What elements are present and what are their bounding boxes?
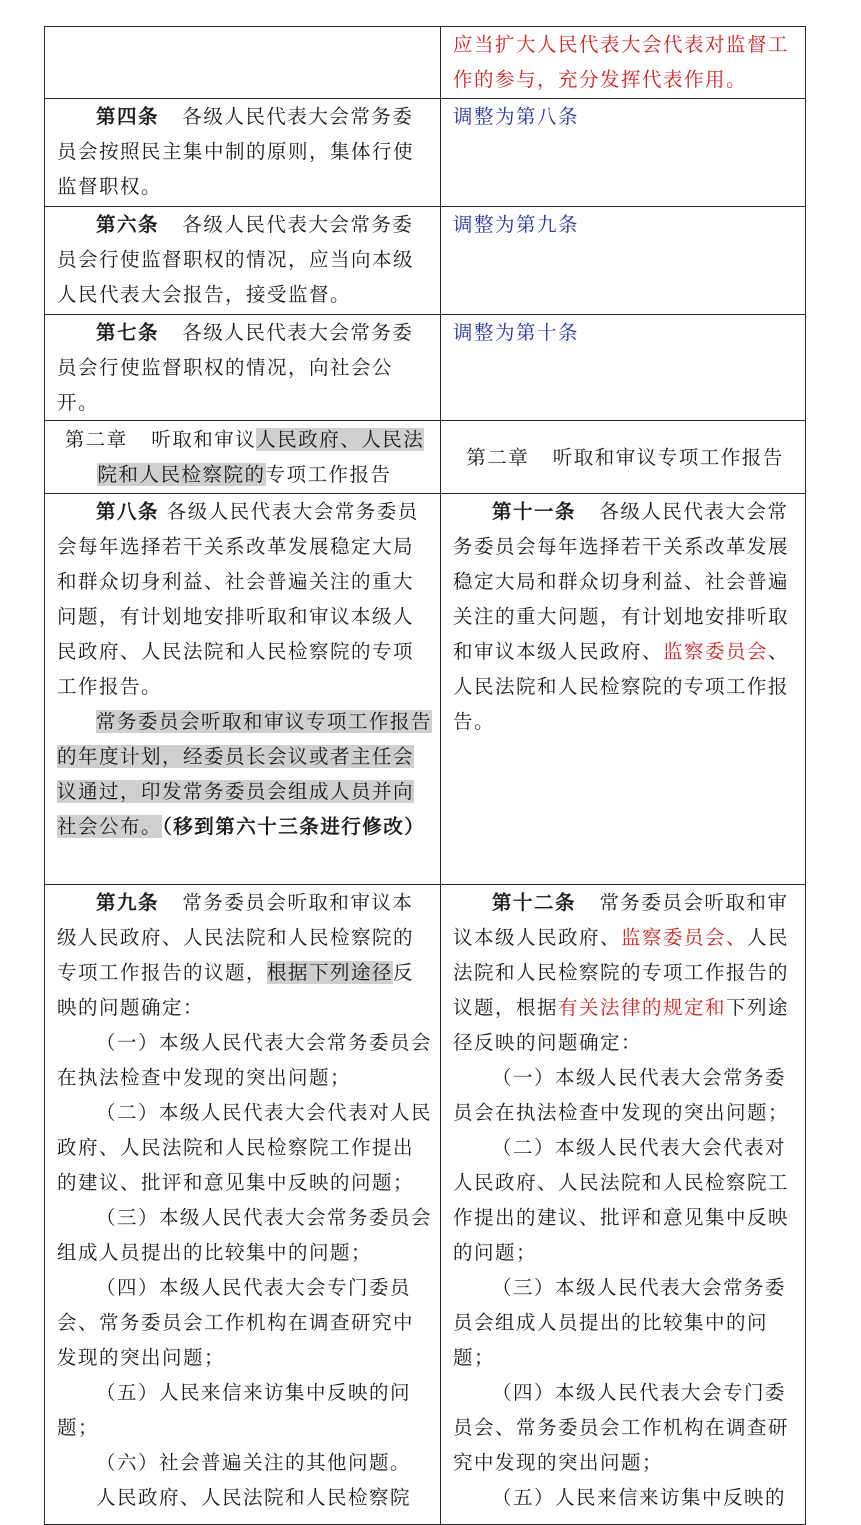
article-text: 各级人民代表大会常务委员会每年选择若干关系改革发展稳定大局和群众切身利益、社会普遍关注的重大问题，有计划地安排听取和审议本级人民政府、人民法院和人民检察院的专项工作报告。 [57,500,419,698]
list-item: （三）本级人民代表大会常务委员会组成人员提出的比较集中的问题； [57,1206,432,1264]
article-number: 第十一条 [492,500,577,523]
list-item: （一）本级人民代表大会常务委员会在执法检查中发现的突出问题； [57,1031,432,1089]
comparison-table [44,26,806,1525]
list-item: （三）本级人民代表大会常务委员会组成人员提出的比较集中的问题； [453,1276,787,1369]
article-text: 各级人民代表大会常务委员会行使监督职权的情况，向社会公开。 [57,321,414,414]
new-text-cell: 第十一条 各级人民代表大会常务委员会每年选择若干关系改革发展稳定大局和群众切身利益、社会普遍关注的重大问题，有计划地安排听取和审议本级人民政府、监察委员会、人民法院和人民检察院的专项工作报告。 [441,494,806,885]
adjustment-note: 调整为第十条 [453,321,580,344]
adjustment-note: 调整为第八条 [453,105,580,128]
table-row [45,99,806,207]
old-text-cell [45,315,441,421]
new-text-cell: 第十二条 常务委员会听取和审议本级人民政府、监察委员会、人民法院和人民检察院的专项工作报告的议题，根据有关法律的规定和下列途径反映的问题确定： （一）本级人民代表大会常务委员会在执法检查中发现的突出问题； （二）本级人民代表大会代表对人民政府、人民法院和人民检察院工作提出的建议、批评和意见集中反映的问题； （三）本级人民代表大会常务委员会组成人员提出的比较集中的问题； （四）本级人民代表大会专门委员会、常务委员会工作机构在调查研究中发现的突出问题； （五）人民来信来访集中反映的 [441,885,806,1525]
article-number: 第七条 [96,321,160,344]
new-text-cell [441,207,806,315]
article-text: 各级人民代表大会常务委员会按照民主集中制的原则，集体行使监督职权。 [57,105,415,198]
amendment-text: 应当扩大人民代表大会代表对监督工作的参与，充分发挥代表作用。 [453,33,790,91]
list-item: （五）人民来信来访集中反映的 [492,1486,787,1509]
new-text-cell [441,99,806,207]
list-item: （二）本级人民代表大会代表对人民政府、人民法院和人民检察院工作提出的建议、批评和意见集中反映的问题； [57,1101,432,1194]
table-row [45,885,806,1525]
table-row [45,27,806,99]
old-text-cell [45,99,441,207]
highlighted-text: 常务委员会听取和审议专项工作报告的年度计划，经委员长会议或者主任会议通过，印发常务委员会组成人员并向社会公布。 [57,710,433,838]
old-text-cell [45,27,441,99]
article-text: 各级人民代表大会常务委员会行使监督职权的情况，应当向本级人民代表大会报告，接受监督。 [57,213,415,306]
old-chapter-cell [45,421,441,494]
added-text: 监察委员会、 [621,926,748,949]
list-item: （六）社会普遍关注的其他问题。 [96,1451,412,1474]
chapter-heading: 第二章 听取和审议人民政府、人民法院和人民检察院的专项工作报告 [64,428,425,486]
article-number: 第八条 [96,500,160,523]
list-item: （四）本级人民代表大会专门委员会、常务委员会工作机构在调查研究中发现的突出问题； [453,1381,790,1474]
article-number: 第六条 [96,213,160,236]
list-item: （四）本级人民代表大会专门委员会、常务委员会工作机构在调查研究中发现的突出问题； [57,1276,415,1369]
new-chapter-cell [441,421,806,494]
list-item: （一）本级人民代表大会常务委员会在执法检查中发现的突出问题； [453,1066,790,1124]
article-number: 第十二条 [492,891,577,914]
highlighted-text: 根据下列途径 [267,961,394,984]
adjustment-note: 调整为第九条 [453,213,580,236]
article-number: 第四条 [96,105,160,128]
old-text-cell [45,494,441,885]
added-text: 有关法律的规定和 [558,996,727,1019]
article-number: 第九条 [96,891,160,914]
added-text: 监察委员会 [663,640,769,663]
list-item: （五）人民来信来访集中反映的问题； [57,1381,412,1439]
list-item: 人民政府、人民法院和人民检察院 [96,1486,412,1509]
chapter-heading: 第二章 听取和审议专项工作报告 [466,445,784,469]
new-text-cell [441,27,806,99]
table-row [45,315,806,421]
list-item: （二）本级人民代表大会代表对人民政府、人民法院和人民检察院工作提出的建议、批评和意见集中反映的问题； [453,1136,790,1264]
move-note: （移到第六十三条进行修改） [162,815,426,838]
old-text-cell: 第九条 常务委员会听取和审议本级人民政府、人民法院和人民检察院的专项工作报告的议题，根据下列途径反映的问题确定： （一）本级人民代表大会常务委员会在执法检查中发现的突出问题； （二）本级人民代表大会代表对人民政府、人民法院和人民检察院工作提出的建议、批评和意见集中反映的问题； （三）本级人民代表大会常务委员会组成人员提出的比较集中的问题； （四）本级人民代表大会专门委员会、常务委员会工作机构在调查研究中发现的突出问题； （五）人民来信来访集中反映的问题； （六）社会普遍关注的其他问题。 人民政府、人民法院和人民检察院 [45,885,441,1525]
new-text-cell [441,315,806,421]
old-text-cell [45,207,441,315]
table-row [45,207,806,315]
table-row [45,421,806,494]
table-row [45,494,806,885]
